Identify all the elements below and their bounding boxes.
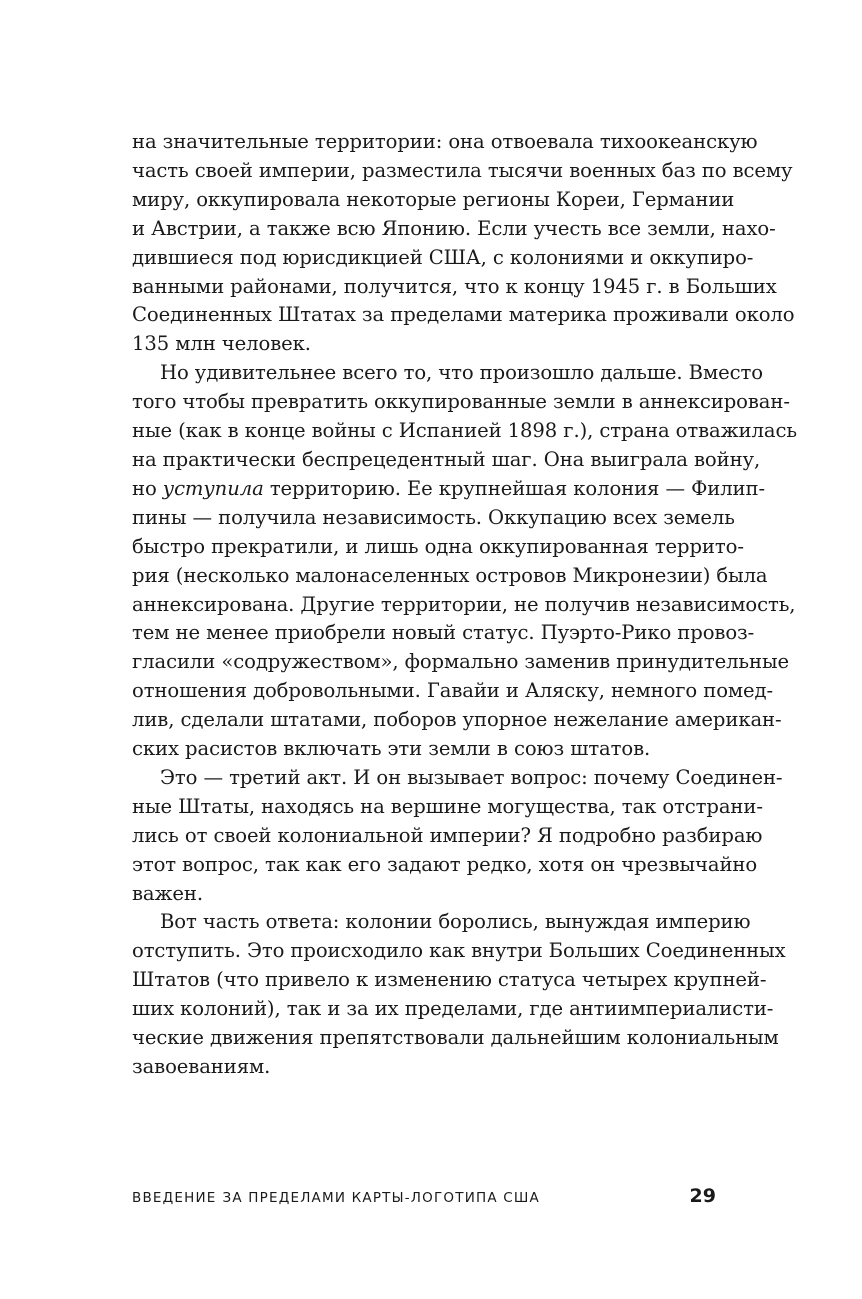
- text-line: на значительные территории: она отвоевала тихоокеанскую: [132, 130, 758, 153]
- text-line: отношения добровольными. Гавайи и Аляску, немного помед-: [132, 679, 774, 703]
- emphasis-word: уступила: [162, 476, 264, 500]
- text-line: Вот часть ответа: колонии боролись, вынуждая империю: [160, 910, 751, 934]
- text-line: дившиеся под юрисдикцией США, с колониями и оккупиро-: [132, 245, 754, 269]
- page-footer: [132, 1185, 716, 1207]
- text-line: Это — третий акт. И он вызывает вопрос: почему Соединен-: [160, 765, 783, 789]
- page-number: 29: [689, 1185, 716, 1207]
- text-line: Но удивительнее всего то, что произошло дальше. Вместо: [160, 361, 763, 385]
- text-line: ших колоний), так и за их пределами, где антиимпериалисти-: [132, 997, 774, 1021]
- text-line: Соединенных Штатах за пределами материка проживали около: [132, 303, 795, 327]
- text-line: 135 млн человек.: [132, 332, 311, 356]
- text-fragment: территорию. Ее крупнейшая колония — Филип-: [263, 476, 765, 500]
- text-line-with-emphasis: [132, 475, 765, 504]
- text-line: завоеваниям.: [132, 1055, 271, 1078]
- body-text: [132, 128, 797, 1082]
- text-line: этот вопрос, так как его задают редко, хотя он чрезвычайно: [132, 852, 758, 876]
- text-line: отступить. Это происходило как внутри Больших Соединенных: [132, 939, 786, 963]
- text-line: ные (как в конце войны с Испанией 1898 г.), страна отважилась: [132, 419, 797, 443]
- text-line: рия (несколько малонаселенных островов Микронезии) была: [132, 563, 768, 587]
- text-line: ванными районами, получится, что к концу 1945 г. в Больших: [132, 274, 777, 298]
- text-line: ских расистов включать эти земли в союз штатов.: [132, 737, 651, 761]
- running-head-title: ЗА ПРЕДЕЛАМИ КАРТЫ-ЛОГОТИПА США: [222, 1190, 540, 1206]
- text-line: гласили «содружеством», формально заменив принудительные: [132, 650, 789, 674]
- text-line: того чтобы превратить оккупированные земли в аннексирован-: [132, 390, 790, 414]
- text-line: важен.: [132, 881, 204, 905]
- text-line: тем не менее приобрели новый статус. Пуэрто-Рико провоз-: [132, 621, 755, 645]
- running-head-section: ВВЕДЕНИЕ: [132, 1190, 217, 1206]
- text-line: лись от своей колониальной империи? Я подробно разбираю: [132, 823, 763, 847]
- text-line: на практически беспрецедентный шаг. Она выиграла войну,: [132, 447, 761, 471]
- text-fragment: но: [132, 476, 163, 500]
- text-line: пины — получила независимость. Оккупацию всех земель: [132, 505, 735, 529]
- text-line: быстро прекратили, и лишь одна оккупированная террито-: [132, 534, 744, 558]
- text-line: аннексирована. Другие территории, не получив независимость,: [132, 592, 796, 616]
- text-line: ные Штаты, находясь на вершине могущества, так отстрани-: [132, 794, 763, 818]
- text-line: миру, оккупировала некоторые регионы Кореи, Германии: [132, 187, 735, 211]
- text-line: Штатов (что привело к изменению статуса четырех крупней-: [132, 968, 767, 992]
- text-line: ческие движения препятствовали дальнейшим колониальным: [132, 1026, 779, 1050]
- text-line: часть своей империи, разместила тысячи военных баз по всему: [132, 158, 793, 182]
- running-head: [132, 1190, 540, 1206]
- text-line: лив, сделали штатами, поборов упорное нежелание американ-: [132, 708, 782, 732]
- text-line: и Австрии, а также всю Японию. Если учесть все земли, нахо-: [132, 216, 776, 240]
